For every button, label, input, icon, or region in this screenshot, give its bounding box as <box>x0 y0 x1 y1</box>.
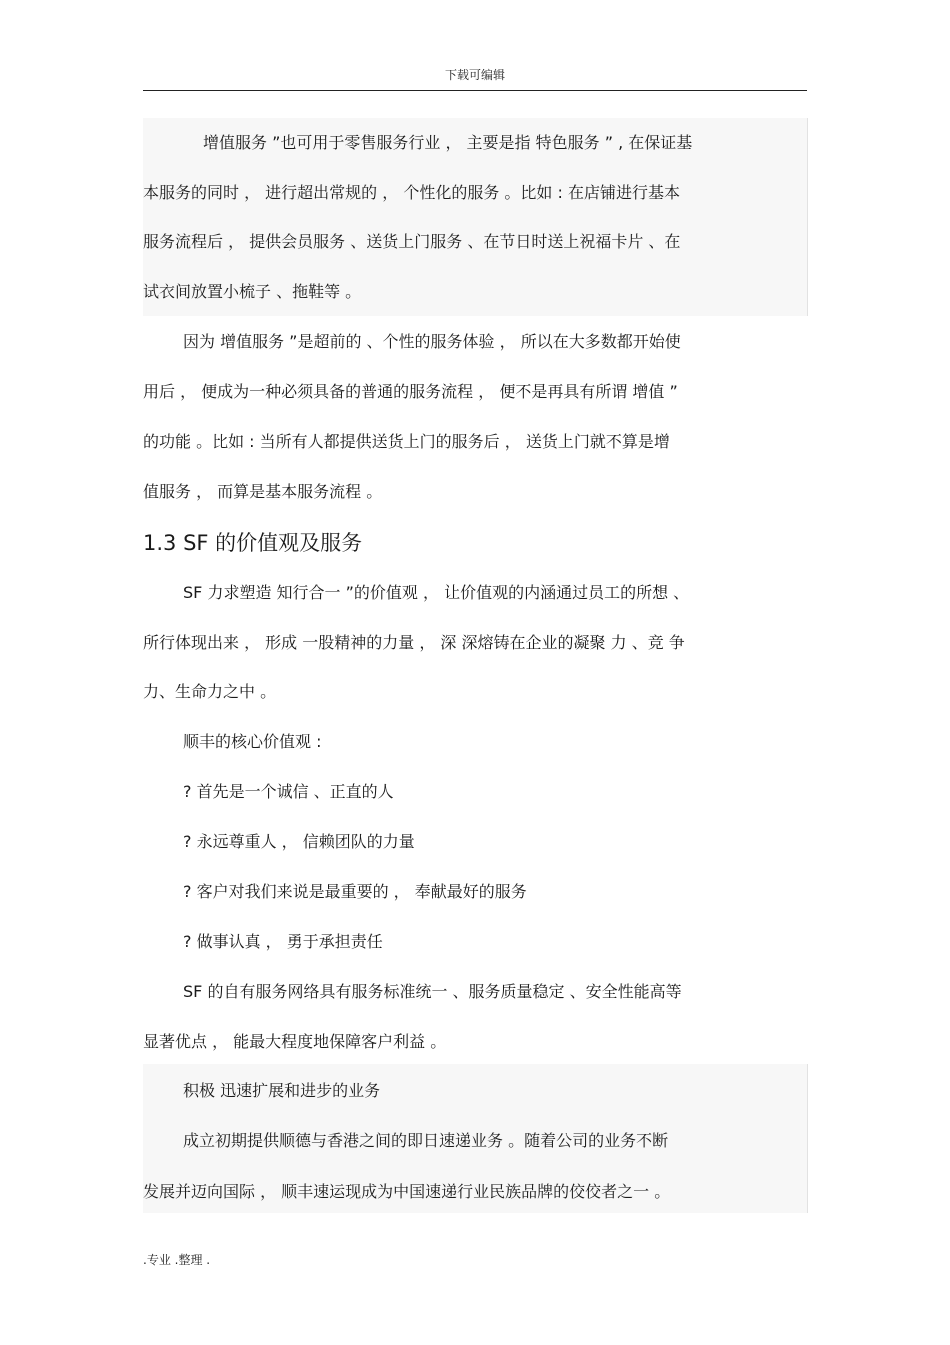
paragraph-1-line-1: 增值服务 ”也可用于零售服务行业 ， 主要是指 特色服务 ” , 在保证基 <box>203 133 693 152</box>
page-footer: .专业 .整理 . <box>143 1253 211 1267</box>
core-values-title: 顺丰的核心价值观 : <box>183 732 322 751</box>
paragraph-2-line-1: 因为 增值服务 ”是超前的 、个性的服务体验 ， 所以在大多数都开始使 <box>183 332 681 351</box>
header-rule <box>143 90 807 91</box>
paragraph-1-line-3: 服务流程后 ， 提供会员服务 、送货上门服务 、在节日时送上祝福卡片 、在 <box>143 232 681 251</box>
paragraph-1-line-2: 本服务的同时 ， 进行超出常规的 ， 个性化的服务 。比如 : 在店铺进行基本 <box>143 183 680 202</box>
paragraph-4-line-2: 显著优点 ， 能最大程度地保障客户利益 。 <box>143 1032 447 1051</box>
section-heading: 1.3 SF 的价值观及服务 <box>143 531 363 555</box>
paragraph-3-line-3: 力、生命力之中 。 <box>143 682 277 701</box>
paragraph-2-line-2: 用后 ， 便成为一种必须具备的普通的服务流程 ， 便不是再具有所谓 增值 ” <box>143 382 678 401</box>
paragraph-6-line-2: 发展并迈向国际 ， 顺丰速运现成为中国速递行业民族品牌的佼佼者之一 。 <box>143 1182 671 1201</box>
paragraph-2-line-3: 的功能 。比如 : 当所有人都提供送货上门的服务后 ， 送货上门就不算是增 <box>143 432 670 451</box>
paragraph-4-line-1: SF 的自有服务网络具有服务标准统一 、服务质量稳定 、安全性能高等 <box>183 982 682 1001</box>
paragraph-1-line-4: 试衣间放置小梳子 、拖鞋等 。 <box>143 282 362 301</box>
paragraph-2-line-4: 值服务 ， 而算是基本服务流程 。 <box>143 482 383 501</box>
core-value-item: ? 首先是一个诚信 、正直的人 <box>183 782 394 801</box>
page-header: 下载可编辑 <box>444 68 505 82</box>
paragraph-3-line-2: 所行体现出来 ， 形成 一股精神的力量 ， 深 深熔铸在企业的凝聚 力 、竞 争 <box>143 633 685 652</box>
core-value-item: ? 永远尊重人 ， 信赖团队的力量 <box>183 832 415 851</box>
core-value-item: ? 客户对我们来说是最重要的 ， 奉献最好的服务 <box>183 882 527 901</box>
core-value-item: ? 做事认真 ， 勇于承担责任 <box>183 932 383 951</box>
paragraph-3-line-1: SF 力求塑造 知行合一 ”的价值观 ， 让价值观的内涵通过员工的所想 、 <box>183 583 690 602</box>
paragraph-6-line-1: 成立初期提供顺德与香港之间的即日速递业务 。随着公司的业务不断 <box>183 1131 669 1150</box>
paragraph-5-title: 积极 迅速扩展和进步的业务 <box>183 1081 381 1100</box>
